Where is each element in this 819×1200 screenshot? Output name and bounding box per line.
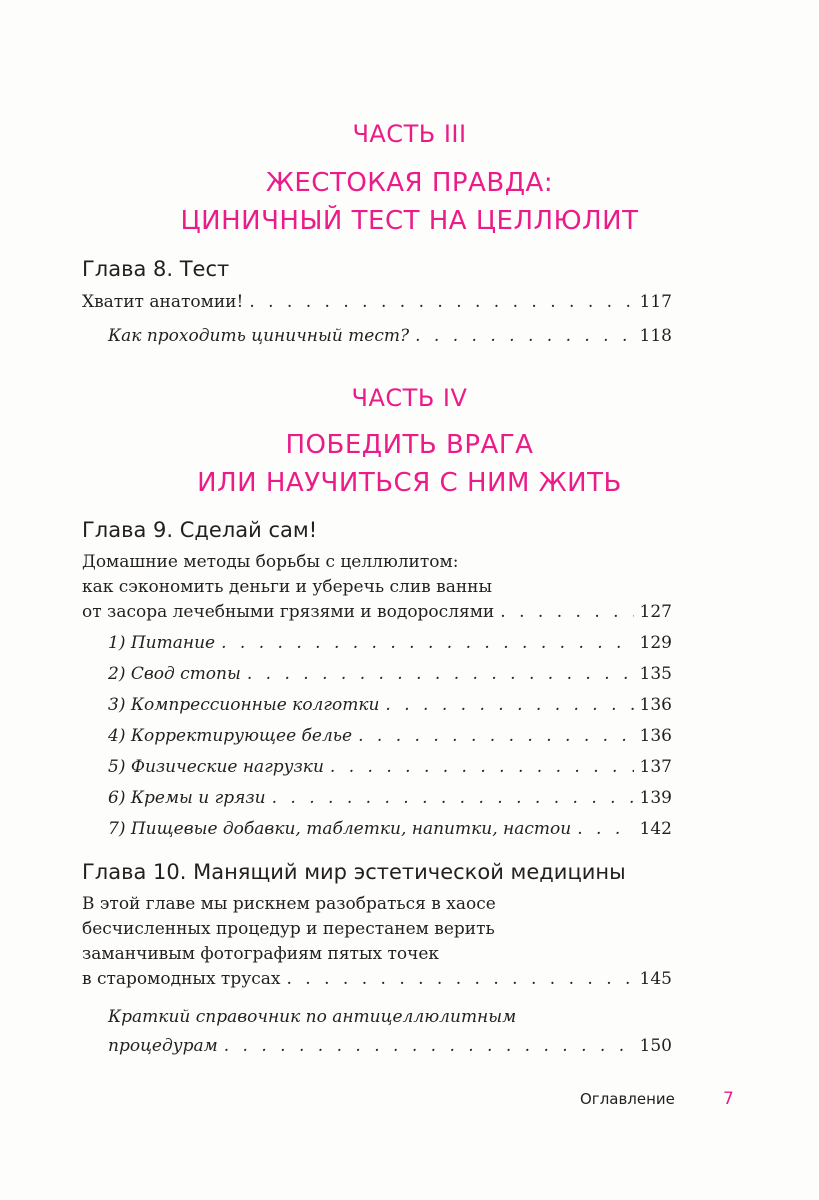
dot-leader [415,324,633,349]
chapter-8-entry[interactable] [82,290,672,315]
folio-page-number: 7 [723,1089,734,1109]
dot-leader [272,786,634,811]
entry-line-2: как сэкономить деньги и уберечь слив ванны [82,577,493,597]
dot-leader [385,693,633,718]
chapter-10-subentry[interactable] [108,1003,672,1061]
dot-leader [249,290,633,315]
chapter-9-subentry[interactable] [108,755,672,780]
entry-line-2: бесчисленных процедур и перестанем верить [82,919,495,939]
subentry-text: 7) Пищевые добавки, таблетки, напитки, настои [108,819,572,839]
page-number: 118 [639,326,672,346]
page-number: 142 [639,819,672,839]
chapter-9-subentry[interactable] [108,724,672,749]
subentry-line-1: Краткий справочник по антицеллюлитным [108,1007,517,1027]
chapter-9-subentry[interactable] [108,693,672,718]
dot-leader [330,755,634,780]
chapter-8-title: Глава 8. Тест [82,257,230,281]
page-number: 137 [639,757,672,777]
dot-leader [286,967,633,992]
entry-line-4: в старомодных трусах [82,969,281,989]
part-3-title [0,164,819,240]
part-3-title-line-2: ЦИНИЧНЫЙ ТЕСТ НА ЦЕЛЛЮЛИТ [180,206,639,236]
part-4-title-line-2: ИЛИ НАУЧИТЬСЯ С НИМ ЖИТЬ [197,468,622,498]
dot-leader [358,724,633,749]
part-3-label: ЧАСТЬ III [352,120,467,148]
page-number: 129 [639,633,672,653]
entry-text: Хватит анатомии! [82,292,244,312]
chapter-8-subentry[interactable] [108,324,672,349]
subentry-text: 4) Корректирующее белье [108,726,353,746]
page-number: 117 [639,292,672,312]
chapter-10-title: Глава 10. Манящий мир эстетической медицины [82,860,626,884]
page-number: 135 [639,664,672,684]
part-4-label: ЧАСТЬ IV [351,384,468,412]
page-number: 150 [639,1036,672,1056]
chapter-9-subentry[interactable] [108,631,672,656]
subentry-text: 5) Физические нагрузки [108,757,324,777]
part-4-title [0,426,819,502]
dot-leader [247,662,634,687]
entry-line-3: заманчивым фотографиям пятых точек [82,944,440,964]
chapter-9-subentry[interactable] [108,817,672,842]
dot-leader [577,817,633,842]
running-footer-label: Оглавление [580,1090,675,1108]
subentry-line-2: процедурам [108,1036,218,1056]
page-number: 127 [639,602,672,622]
chapter-9-entry[interactable] [82,550,672,625]
chapter-9-subentry[interactable] [108,786,672,811]
subentry-text: Как проходить циничный тест? [108,326,410,346]
chapter-9-subentry[interactable] [108,662,672,687]
entry-line-1: Домашние методы борьбы с целлюлитом: [82,552,459,572]
part-3-title-line-1: ЖЕСТОКАЯ ПРАВДА: [265,168,554,198]
page-number: 139 [639,788,672,808]
subentry-text: 2) Свод стопы [108,664,241,684]
dot-leader [224,1032,634,1061]
subentry-text: 1) Питание [108,633,216,653]
subentry-text: 6) Кремы и грязи [108,788,266,808]
subentry-text: 3) Компрессионные колготки [108,695,380,715]
page-number: 136 [639,695,672,715]
dot-leader [221,631,633,656]
chapter-9-title: Глава 9. Сделай сам! [82,518,318,542]
part-4-title-line-1: ПОБЕДИТЬ ВРАГА [285,430,534,460]
page-number: 136 [639,726,672,746]
entry-line-3: от засора лечебными грязями и водорослями [82,602,495,622]
entry-line-1: В этой главе мы рискнем разобраться в хаосе [82,894,496,914]
chapter-10-entry[interactable] [82,892,672,992]
dot-leader [500,600,633,625]
page-number: 145 [639,969,672,989]
